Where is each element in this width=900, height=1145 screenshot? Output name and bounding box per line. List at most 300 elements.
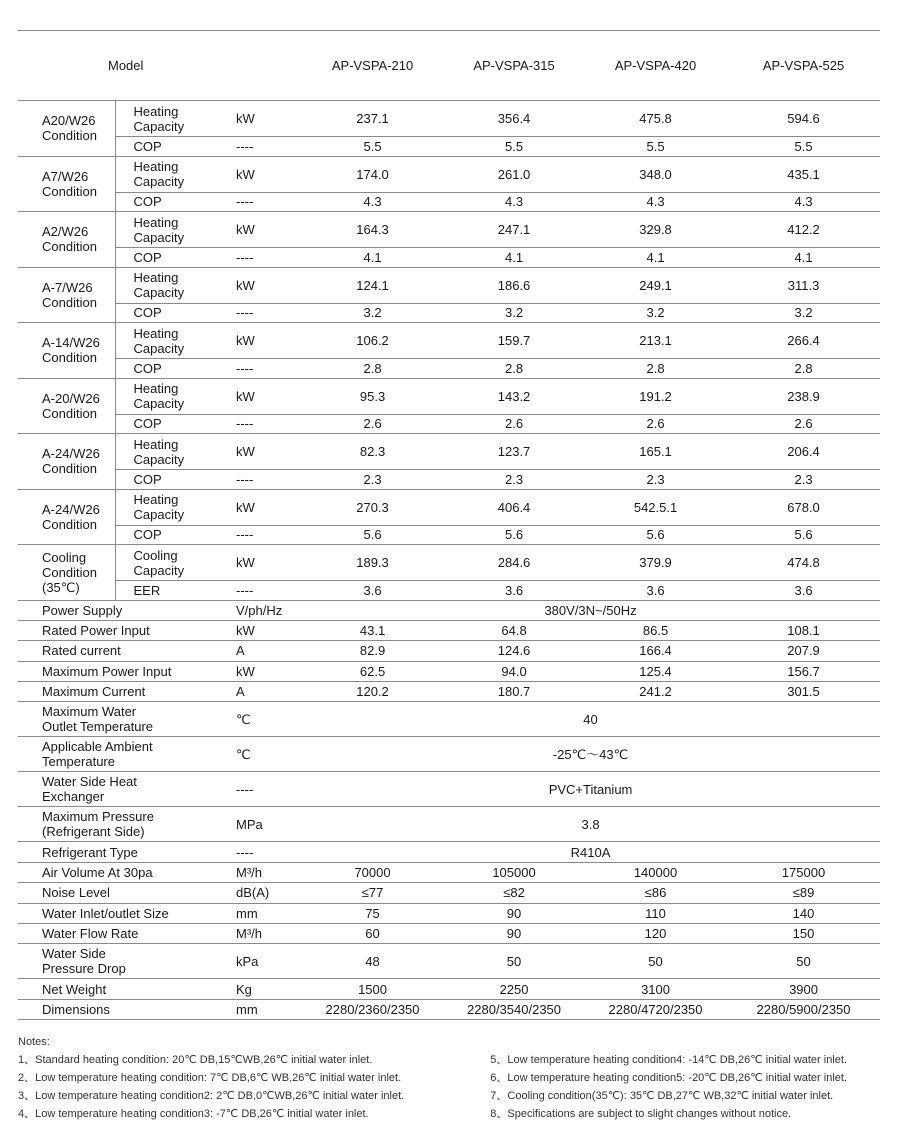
merged-value-cell: 380V/3N~/50Hz bbox=[301, 600, 880, 620]
unit-cell: kW bbox=[226, 620, 301, 640]
value-cell: 166.4 bbox=[584, 641, 727, 661]
value-cell: 5.5 bbox=[584, 137, 727, 157]
value-cell: 3.2 bbox=[444, 303, 584, 323]
unit-cell: kW bbox=[226, 434, 301, 470]
value-cell: 435.1 bbox=[727, 156, 880, 192]
efficiency-row bbox=[18, 248, 880, 268]
value-cell: 2280/5900/2350 bbox=[727, 999, 880, 1019]
unit-cell: MPa bbox=[226, 807, 301, 842]
efficiency-row bbox=[18, 470, 880, 490]
condition-label bbox=[18, 323, 115, 379]
value-cell: 241.2 bbox=[584, 682, 727, 702]
label-line: (Refrigerant Side) bbox=[42, 824, 145, 840]
spec-label bbox=[18, 600, 226, 620]
note-line: 4、Low temperature heating condition3: -7℃ DB,26℃ initial water inlet. bbox=[18, 1108, 369, 1120]
label-line: Heating bbox=[133, 325, 179, 341]
value-cell: 62.5 bbox=[301, 661, 444, 681]
model-name: AP-VSPA-525 bbox=[727, 31, 880, 101]
unit-cell: ---- bbox=[226, 470, 301, 490]
model-label: Model bbox=[18, 31, 301, 101]
value-cell: 5.5 bbox=[444, 137, 584, 157]
unit-cell: kW bbox=[226, 323, 301, 359]
value-cell: 301.5 bbox=[727, 682, 880, 702]
capacity-row bbox=[18, 323, 880, 359]
value-cell: 5.5 bbox=[727, 137, 880, 157]
label-line: Water Side Heat bbox=[42, 774, 137, 790]
efficiency-label: EER bbox=[115, 581, 226, 601]
model-name: AP-VSPA-420 bbox=[584, 31, 727, 101]
merged-value-cell: PVC+Titanium bbox=[301, 772, 880, 807]
value-cell: 90 bbox=[444, 924, 584, 944]
spec-label bbox=[18, 737, 226, 772]
merged-value-cell: R410A bbox=[301, 842, 880, 862]
unit-cell: kW bbox=[226, 545, 301, 581]
label-line: Capacity bbox=[133, 340, 185, 356]
label-line: Capacity bbox=[133, 507, 185, 522]
value-cell: 356.4 bbox=[444, 101, 584, 137]
label-line: Heating bbox=[133, 436, 179, 452]
spec-row bbox=[18, 924, 880, 944]
merged-value-cell: -25℃～43℃ bbox=[301, 737, 880, 772]
value-cell: ≤86 bbox=[584, 883, 727, 903]
unit-cell: A bbox=[226, 641, 301, 661]
capacity-label bbox=[115, 323, 226, 359]
spec-label bbox=[18, 999, 226, 1019]
value-cell: 186.6 bbox=[444, 267, 584, 303]
value-cell: 2.6 bbox=[584, 414, 727, 434]
value-cell: 110 bbox=[584, 903, 727, 923]
label-line: Capacity bbox=[133, 118, 185, 134]
spec-row bbox=[18, 702, 880, 737]
label-line: Rated Power Input bbox=[42, 623, 150, 639]
value-cell: 2.8 bbox=[727, 359, 880, 379]
spec-row bbox=[18, 903, 880, 923]
spec-row bbox=[18, 737, 880, 772]
label-line: A2/W26 bbox=[42, 224, 89, 240]
value-cell: 206.4 bbox=[727, 434, 880, 470]
value-cell: 123.7 bbox=[444, 434, 584, 470]
label-line: Temperature bbox=[42, 754, 115, 770]
value-cell: 124.6 bbox=[444, 641, 584, 661]
efficiency-row bbox=[18, 581, 880, 601]
notes-right-column bbox=[490, 1051, 888, 1123]
unit-cell: kW bbox=[226, 212, 301, 248]
label-line: A-14/W26 bbox=[42, 335, 100, 351]
value-cell: 50 bbox=[584, 944, 727, 979]
value-cell: 3.2 bbox=[727, 303, 880, 323]
value-cell: 284.6 bbox=[444, 545, 584, 581]
value-cell: 412.2 bbox=[727, 212, 880, 248]
note-line: 5、Low temperature heating condition4: -14℃ DB,26℃ initial water inlet. bbox=[490, 1054, 848, 1066]
efficiency-label: COP bbox=[115, 303, 226, 323]
label-line: Maximum Power Input bbox=[42, 663, 172, 679]
spec-row bbox=[18, 600, 880, 620]
label-line: (35℃) bbox=[42, 579, 80, 595]
value-cell: 180.7 bbox=[444, 682, 584, 702]
label-line: Capacity bbox=[133, 396, 185, 411]
spec-row bbox=[18, 807, 880, 842]
efficiency-label: COP bbox=[115, 470, 226, 490]
value-cell: 213.1 bbox=[584, 323, 727, 359]
unit-cell: kW bbox=[226, 489, 301, 525]
value-cell: 4.1 bbox=[584, 248, 727, 268]
spec-label bbox=[18, 903, 226, 923]
unit-cell: ℃ bbox=[226, 737, 301, 772]
value-cell: 125.4 bbox=[584, 661, 727, 681]
capacity-row bbox=[18, 101, 880, 137]
spec-label bbox=[18, 807, 226, 842]
label-line: Refrigerant Type bbox=[42, 844, 138, 860]
value-cell: 475.8 bbox=[584, 101, 727, 137]
unit-cell: ---- bbox=[226, 137, 301, 157]
value-cell: 542.5.1 bbox=[584, 489, 727, 525]
label-line: Heating bbox=[133, 270, 179, 285]
value-cell: 4.1 bbox=[301, 248, 444, 268]
label-line: Heating bbox=[133, 492, 179, 507]
condition-label bbox=[18, 101, 115, 157]
spec-row bbox=[18, 883, 880, 903]
value-cell: 4.1 bbox=[444, 248, 584, 268]
label-line: Exchanger bbox=[42, 789, 105, 805]
value-cell: 238.9 bbox=[727, 378, 880, 414]
capacity-label bbox=[115, 156, 226, 192]
capacity-label bbox=[115, 545, 226, 581]
label-line: Capacity bbox=[133, 562, 185, 578]
efficiency-row bbox=[18, 525, 880, 545]
spec-label bbox=[18, 682, 226, 702]
label-line: Power Supply bbox=[42, 602, 123, 618]
value-cell: 106.2 bbox=[301, 323, 444, 359]
value-cell: 2280/3540/2350 bbox=[444, 999, 584, 1019]
value-cell: 270.3 bbox=[301, 489, 444, 525]
value-cell: ≤89 bbox=[727, 883, 880, 903]
value-cell: 4.3 bbox=[584, 192, 727, 212]
value-cell: 247.1 bbox=[444, 212, 584, 248]
value-cell: 120 bbox=[584, 924, 727, 944]
label-line: Maximum Pressure bbox=[42, 809, 154, 825]
capacity-label bbox=[115, 212, 226, 248]
condition-label bbox=[18, 378, 115, 434]
spec-label bbox=[18, 641, 226, 661]
unit-cell: ℃ bbox=[226, 702, 301, 737]
value-cell: 164.3 bbox=[301, 212, 444, 248]
spec-label bbox=[18, 702, 226, 737]
value-cell: 174.0 bbox=[301, 156, 444, 192]
efficiency-label: COP bbox=[115, 137, 226, 157]
spec-row bbox=[18, 620, 880, 640]
spec-label bbox=[18, 944, 226, 979]
value-cell: 156.7 bbox=[727, 661, 880, 681]
capacity-row bbox=[18, 489, 880, 525]
value-cell: 3.6 bbox=[301, 581, 444, 601]
label-line: A-24/W26 bbox=[42, 501, 100, 517]
value-cell: 3900 bbox=[727, 979, 880, 999]
value-cell: 94.0 bbox=[444, 661, 584, 681]
label-line: Condition bbox=[42, 461, 97, 477]
spec-row bbox=[18, 999, 880, 1019]
unit-cell: kW bbox=[226, 156, 301, 192]
label-line: Capacity bbox=[133, 285, 185, 300]
condition-label bbox=[18, 489, 115, 545]
condition-label bbox=[18, 545, 115, 601]
unit-cell: kPa bbox=[226, 944, 301, 979]
condition-label bbox=[18, 156, 115, 212]
value-cell: 50 bbox=[444, 944, 584, 979]
label-line: Dimensions bbox=[42, 1001, 110, 1017]
model-name: AP-VSPA-210 bbox=[301, 31, 444, 101]
label-line: Water Inlet/outlet Size bbox=[42, 905, 169, 921]
unit-cell: kW bbox=[226, 267, 301, 303]
label-line: Heating bbox=[133, 159, 179, 174]
label-line: Heating bbox=[133, 103, 179, 119]
note-line: 7、Cooling condition(35℃): 35℃ DB,27℃ WB,32℃ initial water inlet. bbox=[490, 1090, 834, 1102]
spec-row bbox=[18, 661, 880, 681]
label-line: Capacity bbox=[133, 451, 185, 467]
condition-label bbox=[18, 212, 115, 268]
capacity-label bbox=[115, 101, 226, 137]
capacity-row bbox=[18, 378, 880, 414]
label-line: Applicable Ambient bbox=[42, 739, 153, 755]
unit-cell: ---- bbox=[226, 772, 301, 807]
label-line: Water Flow Rate bbox=[42, 926, 139, 942]
unit-cell: kW bbox=[226, 661, 301, 681]
value-cell: 43.1 bbox=[301, 620, 444, 640]
label-line: Condition bbox=[42, 350, 97, 366]
value-cell: 5.6 bbox=[584, 525, 727, 545]
spec-label bbox=[18, 661, 226, 681]
value-cell: 266.4 bbox=[727, 323, 880, 359]
unit-cell: ---- bbox=[226, 359, 301, 379]
efficiency-label: COP bbox=[115, 192, 226, 212]
value-cell: 3100 bbox=[584, 979, 727, 999]
label-line: Maximum Water bbox=[42, 704, 137, 720]
value-cell: 3.2 bbox=[584, 303, 727, 323]
unit-cell: ---- bbox=[226, 414, 301, 434]
header-row bbox=[18, 31, 880, 101]
value-cell: 5.6 bbox=[727, 525, 880, 545]
spec-row bbox=[18, 641, 880, 661]
value-cell: 329.8 bbox=[584, 212, 727, 248]
value-cell: 120.2 bbox=[301, 682, 444, 702]
unit-cell: ---- bbox=[226, 581, 301, 601]
label-line: Heating bbox=[133, 214, 179, 230]
label-line: A-20/W26 bbox=[42, 390, 100, 406]
efficiency-label: COP bbox=[115, 359, 226, 379]
value-cell: 86.5 bbox=[584, 620, 727, 640]
value-cell: 75 bbox=[301, 903, 444, 923]
value-cell: 90 bbox=[444, 903, 584, 923]
capacity-row bbox=[18, 434, 880, 470]
efficiency-label: COP bbox=[115, 525, 226, 545]
efficiency-row bbox=[18, 303, 880, 323]
condition-label bbox=[18, 434, 115, 490]
spec-row bbox=[18, 862, 880, 882]
value-cell: 594.6 bbox=[727, 101, 880, 137]
label-line: Cooling bbox=[133, 547, 178, 563]
capacity-label bbox=[115, 378, 226, 414]
capacity-row bbox=[18, 156, 880, 192]
spec-table-body bbox=[18, 31, 880, 1020]
spec-label bbox=[18, 924, 226, 944]
label-line: Condition bbox=[42, 564, 97, 580]
label-line: Pressure Drop bbox=[42, 961, 126, 977]
unit-cell: kW bbox=[226, 378, 301, 414]
label-line: Condition bbox=[42, 405, 97, 421]
unit-cell: M³/h bbox=[226, 862, 301, 882]
value-cell: 105000 bbox=[444, 862, 584, 882]
value-cell: 2.6 bbox=[301, 414, 444, 434]
notes-left-column bbox=[18, 1051, 490, 1123]
note-line: 8、Specifications are subject to slight changes without notice. bbox=[490, 1108, 792, 1120]
value-cell: 3.6 bbox=[444, 581, 584, 601]
value-cell: 2.8 bbox=[444, 359, 584, 379]
value-cell: 249.1 bbox=[584, 267, 727, 303]
value-cell: 207.9 bbox=[727, 641, 880, 661]
unit-cell: ---- bbox=[226, 842, 301, 862]
label-line: Condition bbox=[42, 516, 97, 532]
unit-cell: dB(A) bbox=[226, 883, 301, 903]
value-cell: 64.8 bbox=[444, 620, 584, 640]
value-cell: 237.1 bbox=[301, 101, 444, 137]
value-cell: 261.0 bbox=[444, 156, 584, 192]
label-line: Net Weight bbox=[42, 981, 107, 997]
value-cell: 165.1 bbox=[584, 434, 727, 470]
value-cell: 108.1 bbox=[727, 620, 880, 640]
unit-cell: ---- bbox=[226, 192, 301, 212]
value-cell: 2280/4720/2350 bbox=[584, 999, 727, 1019]
spec-label bbox=[18, 620, 226, 640]
label-line: A7/W26 bbox=[42, 168, 89, 184]
capacity-row bbox=[18, 267, 880, 303]
value-cell: 1500 bbox=[301, 979, 444, 999]
merged-value-cell: 3.8 bbox=[301, 807, 880, 842]
merged-value-cell: 40 bbox=[301, 702, 880, 737]
notes-title: Notes: bbox=[18, 1036, 50, 1048]
label-line: Condition bbox=[42, 239, 97, 255]
efficiency-label: COP bbox=[115, 414, 226, 434]
value-cell: 348.0 bbox=[584, 156, 727, 192]
spec-label bbox=[18, 979, 226, 999]
spec-label bbox=[18, 842, 226, 862]
value-cell: 4.3 bbox=[444, 192, 584, 212]
efficiency-label: COP bbox=[115, 248, 226, 268]
label-line: Capacity bbox=[133, 229, 185, 245]
value-cell: 5.5 bbox=[301, 137, 444, 157]
label-line: Outlet Temperature bbox=[42, 719, 154, 735]
label-line: Noise Level bbox=[42, 885, 110, 901]
model-name: AP-VSPA-315 bbox=[444, 31, 584, 101]
value-cell: 2.3 bbox=[727, 470, 880, 490]
note-line: 6、Low temperature heating condition5: -20℃ DB,26℃ initial water inlet. bbox=[490, 1072, 848, 1084]
label-line: Condition bbox=[42, 183, 97, 199]
value-cell: 5.6 bbox=[444, 525, 584, 545]
value-cell: 4.3 bbox=[727, 192, 880, 212]
value-cell: 159.7 bbox=[444, 323, 584, 359]
capacity-label bbox=[115, 267, 226, 303]
condition-label bbox=[18, 267, 115, 323]
label-line: Maximum Current bbox=[42, 684, 146, 700]
value-cell: 82.3 bbox=[301, 434, 444, 470]
efficiency-row bbox=[18, 414, 880, 434]
spec-row bbox=[18, 842, 880, 862]
label-line: A20/W26 bbox=[42, 113, 96, 129]
unit-cell: A bbox=[226, 682, 301, 702]
label-line: Condition bbox=[42, 294, 97, 310]
value-cell: 2.3 bbox=[584, 470, 727, 490]
value-cell: 2.3 bbox=[301, 470, 444, 490]
value-cell: 4.3 bbox=[301, 192, 444, 212]
spec-row bbox=[18, 944, 880, 979]
value-cell: 2.3 bbox=[444, 470, 584, 490]
label-line: Rated current bbox=[42, 643, 121, 659]
capacity-row bbox=[18, 212, 880, 248]
unit-cell: mm bbox=[226, 999, 301, 1019]
spec-label bbox=[18, 883, 226, 903]
unit-cell: mm bbox=[226, 903, 301, 923]
value-cell: 2250 bbox=[444, 979, 584, 999]
value-cell: 191.2 bbox=[584, 378, 727, 414]
value-cell: 82.9 bbox=[301, 641, 444, 661]
value-cell: 2.6 bbox=[444, 414, 584, 434]
label-line: Capacity bbox=[133, 174, 185, 189]
label-line: Water Side bbox=[42, 946, 106, 962]
note-line: 1、Standard heating condition: 20℃ DB,15℃WB,26℃ initial water inlet. bbox=[18, 1054, 373, 1066]
capacity-label bbox=[115, 489, 226, 525]
value-cell: 2280/2360/2350 bbox=[301, 999, 444, 1019]
value-cell: 50 bbox=[727, 944, 880, 979]
value-cell: 406.4 bbox=[444, 489, 584, 525]
notes-section bbox=[18, 1036, 888, 1123]
unit-cell: ---- bbox=[226, 248, 301, 268]
capacity-row bbox=[18, 545, 880, 581]
note-line: 3、Low temperature heating condition2: 2℃ DB,0℃WB,26℃ initial water inlet. bbox=[18, 1090, 405, 1102]
spec-table bbox=[18, 31, 880, 1020]
label-line: Cooling bbox=[42, 549, 87, 565]
value-cell: 3.6 bbox=[727, 581, 880, 601]
unit-cell: M³/h bbox=[226, 924, 301, 944]
value-cell: 70000 bbox=[301, 862, 444, 882]
value-cell: 189.3 bbox=[301, 545, 444, 581]
note-line: 2、Low temperature heating condition: 7℃ DB,6℃ WB,26℃ initial water inlet. bbox=[18, 1072, 402, 1084]
spec-row bbox=[18, 682, 880, 702]
spec-row bbox=[18, 772, 880, 807]
label-line: Condition bbox=[42, 128, 97, 144]
unit-cell: ---- bbox=[226, 525, 301, 545]
spec-row bbox=[18, 979, 880, 999]
value-cell: 48 bbox=[301, 944, 444, 979]
spec-label bbox=[18, 772, 226, 807]
efficiency-row bbox=[18, 137, 880, 157]
label-line: Heating bbox=[133, 381, 179, 396]
label-line: A-24/W26 bbox=[42, 446, 100, 462]
spec-label bbox=[18, 862, 226, 882]
unit-cell: V/ph/Hz bbox=[226, 600, 301, 620]
value-cell: 678.0 bbox=[727, 489, 880, 525]
label-line: Air Volume At 30pa bbox=[42, 865, 153, 881]
value-cell: 2.6 bbox=[727, 414, 880, 434]
value-cell: 2.8 bbox=[301, 359, 444, 379]
value-cell: 175000 bbox=[727, 862, 880, 882]
value-cell: 474.8 bbox=[727, 545, 880, 581]
value-cell: 379.9 bbox=[584, 545, 727, 581]
value-cell: 150 bbox=[727, 924, 880, 944]
value-cell: 2.8 bbox=[584, 359, 727, 379]
value-cell: 311.3 bbox=[727, 267, 880, 303]
value-cell: ≤82 bbox=[444, 883, 584, 903]
value-cell: 4.1 bbox=[727, 248, 880, 268]
efficiency-row bbox=[18, 192, 880, 212]
unit-cell: Kg bbox=[226, 979, 301, 999]
